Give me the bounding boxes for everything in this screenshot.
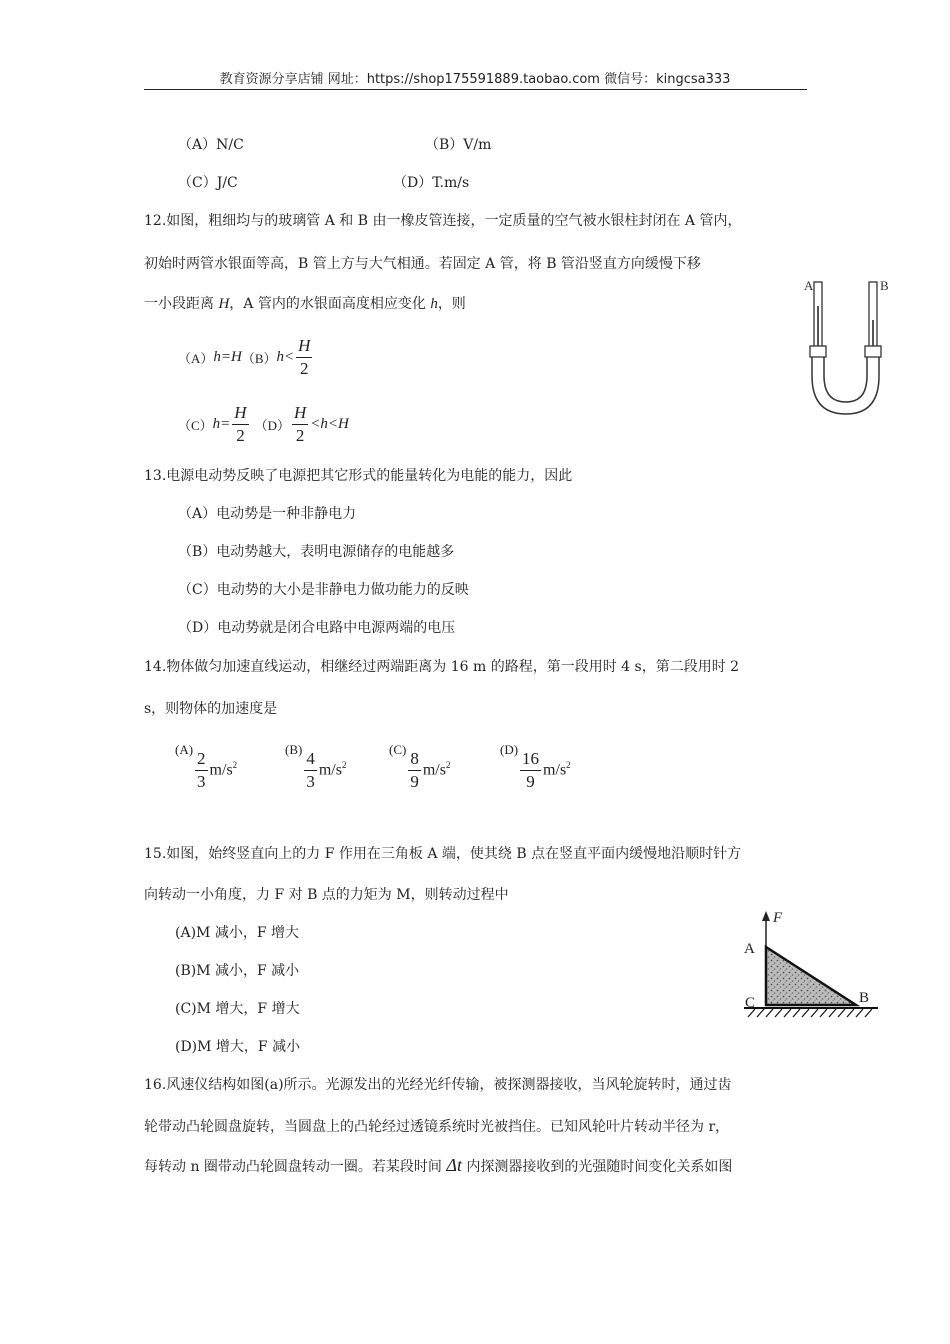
q13-option-c: （C）电动势的大小是非静电力做功能力的反映: [178, 582, 469, 598]
point-a-label: A: [744, 941, 755, 957]
q16-stem-line3: 每转动 n 圈带动凸轮圆盘转动一圈。若某段时间 Δt 内探测器接收到的光强随时间变化关系如图: [144, 1155, 733, 1175]
q11-option-d: （D）T.m/s: [393, 175, 470, 191]
q12-option-c: h=: [212, 415, 231, 432]
point-b-label: B: [859, 990, 870, 1006]
q15-option-b: (B)M 减小，F 减小: [175, 963, 300, 979]
tube-b-label: B: [880, 278, 889, 293]
q12-option-d-label: （D）: [254, 417, 290, 433]
q12-stem-line2: 初始时两管水银面等高，B 管上方与大气相通。若固定 A 管，将 B 管沿竖直方向缓慢下移: [144, 256, 701, 272]
q12-option-d: <h<H: [310, 415, 349, 432]
q13-stem: 13.电源电动势反映了电源把其它形式的能量转化为电能的能力，因此: [144, 468, 573, 484]
q14-option-b: (B) $\frac{4}{3}$ $m/s^2$: [285, 742, 347, 791]
q12-options-ab: [178, 333, 314, 381]
q12-option-a: h=H: [213, 348, 242, 365]
ground-hatching: [748, 1009, 872, 1017]
q14-stem-line1: 14.物体做匀加速直线运动，相继经过两端距离为 16 m 的路程，第一段用时 4 s，第二段用时 2: [144, 659, 740, 675]
q14-option-c: (C) $\frac{8}{9}$ $m/s^2$: [389, 742, 451, 791]
q15-option-d: (D)M 增大，F 减小: [175, 1039, 301, 1055]
q11-option-a: （A）N/C: [178, 137, 244, 153]
q13-option-a: （A）电动势是一种非静电力: [178, 506, 357, 522]
q12-stem-line1: 12.如图，粗细均与的玻璃管 A 和 B 由一橡皮管连接，一定质量的空气被水银柱封闭在 A 管内，: [144, 213, 742, 229]
u-tube-figure: [798, 276, 898, 422]
q15-stem-line1: 15.如图，始终竖直向上的力 F 作用在三角板 A 端，使其绕 B 点在竖直平面内缓慢地沿顺时针方: [144, 846, 742, 862]
triangle-plate: [766, 947, 856, 1005]
q16-stem-line1: 16.风速仪结构如图(a)所示。光源发出的光经光纤传输，被探测器接收，当风轮旋转时，通过齿: [144, 1077, 732, 1093]
force-arrow-head: [762, 911, 770, 921]
q14-option-d: (D) $\frac{16}{9}$ $m/s^2$: [500, 742, 571, 791]
header-divider: [144, 89, 807, 90]
q14-option-a: (A) $\frac{2}{3}$ $m/s^2$: [175, 742, 238, 791]
q13-option-d: （D）电动势就是闭合电路中电源两端的电压: [178, 620, 456, 636]
q13-option-b: （B）电动势越大，表明电源储存的电能越多: [178, 544, 455, 560]
tube-a-label: A: [804, 278, 814, 293]
q14-stem-line2: s，则物体的加速度是: [144, 701, 278, 717]
q15-option-c: (C)M 增大，F 增大: [175, 1001, 300, 1017]
q12-options-cd: [178, 400, 349, 448]
q12-option-b: h<: [276, 348, 295, 365]
q11-option-c: （C）J/C: [178, 175, 238, 191]
q11-option-b: （B）V/m: [425, 137, 492, 153]
q15-stem-line2: 向转动一小角度，力 F 对 B 点的力矩为 M，则转动过程中: [144, 887, 509, 903]
page-header: 教育资源分享店铺 网址：https://shop175591889.taobao.com 微信号：kingcsa333: [219, 72, 731, 87]
q12-option-b-fraction: $\frac{H}{2}$: [298, 335, 311, 378]
q12-option-c-fraction: $\frac{H}{2}$: [234, 402, 247, 445]
q12-stem-line3: 一小段距离 H，A 管内的水银面高度相应变化 h，则: [144, 296, 466, 312]
q12-option-b-label: （B）: [241, 350, 277, 366]
tube-b-connector: [865, 346, 881, 357]
point-c-label: C: [745, 995, 756, 1011]
rubber-hose-outer: [812, 357, 879, 414]
force-label: F: [773, 910, 783, 926]
q12-option-a-label: （A）: [178, 350, 214, 366]
q15-option-a: (A)M 减小，F 增大: [175, 925, 299, 941]
q16-stem-line2: 轮带动凸轮圆盘旋转，当圆盘上的凸轮经过透镜系统时光被挡住。已知风轮叶片转动半径为 r，: [144, 1119, 730, 1135]
q12-option-d-fraction: $\frac{H}{2}$: [293, 402, 307, 445]
q12-option-c-label: （C）: [178, 417, 213, 433]
tube-a-connector: [810, 346, 826, 357]
rubber-hose-inner: [824, 357, 867, 402]
triangle-plate-figure: [740, 905, 882, 1023]
